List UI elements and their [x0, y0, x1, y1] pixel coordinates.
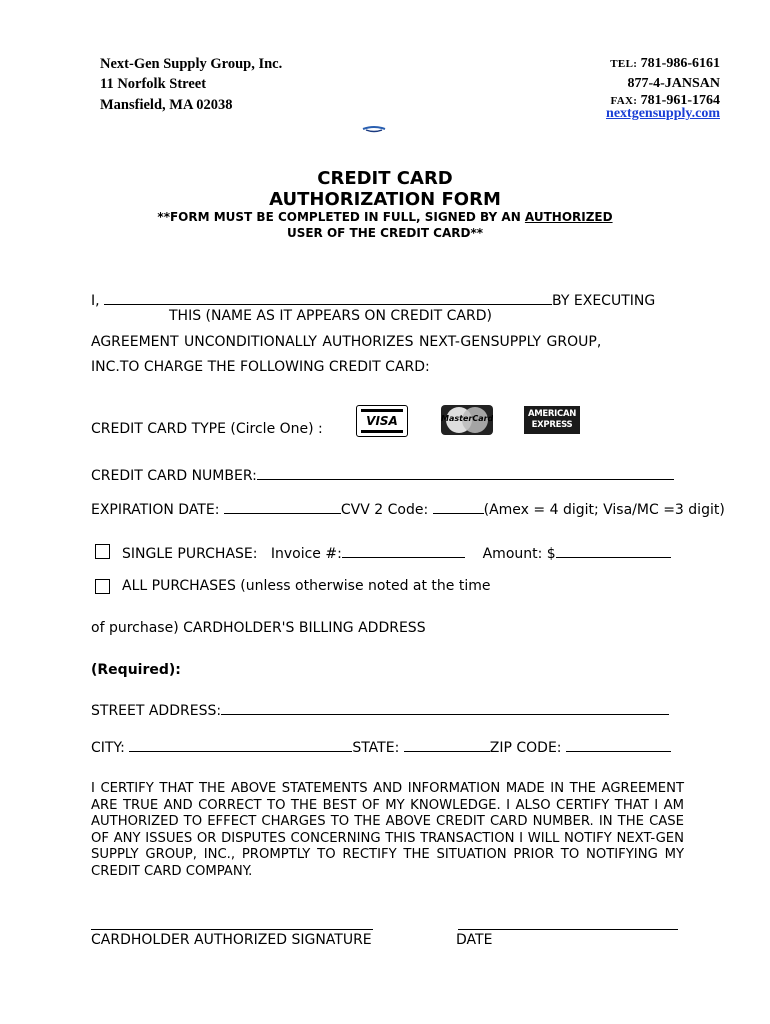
cvv-note: (Amex = 4 digit; Visa/MC =3 digit): [483, 502, 725, 518]
contact-tel: [610, 56, 720, 72]
single-purchase-checkbox[interactable]: [95, 544, 110, 559]
company-city: Mansfield, MA 02038: [100, 97, 233, 113]
notice-text: **FORM MUST BE COMPLETED IN FULL, SIGNED BY AN: [157, 210, 525, 224]
city-label: CITY:: [91, 740, 125, 756]
cvv-label: CVV 2 Code:: [340, 502, 429, 518]
notice-authorized: AUTHORIZED: [524, 210, 613, 224]
visa-logo[interactable]: [356, 405, 408, 437]
company-street: 11 Norfolk Street: [100, 76, 207, 92]
swoosh-logo-icon: [362, 124, 386, 134]
company-name: Next-Gen Supply Group, Inc.: [100, 56, 283, 72]
mastercard-logo[interactable]: [441, 405, 493, 435]
street-row: [91, 701, 669, 719]
street-field[interactable]: [221, 701, 669, 715]
visa-text: VISA: [366, 414, 398, 428]
card-number-label: CREDIT CARD NUMBER:: [91, 468, 257, 484]
billing-address-line: of purchase) CARDHOLDER'S BILLING ADDRESS: [91, 620, 426, 636]
state-field[interactable]: [404, 738, 490, 752]
form-title-line2: AUTHORIZATION FORM: [269, 189, 501, 210]
single-purchase-label: SINGLE PURCHASE:: [122, 546, 258, 562]
signature-line[interactable]: [91, 929, 373, 930]
agreement-line1: [91, 291, 655, 309]
single-purchase-row: [122, 544, 671, 562]
cvv-field[interactable]: [433, 500, 484, 514]
form-notice-line1: [0, 210, 770, 224]
card-type-label: CREDIT CARD TYPE (Circle One) :: [91, 421, 323, 437]
contact-tollfree: 877-4-JANSAN: [627, 76, 720, 91]
agreement-suffix: BY EXECUTING: [552, 293, 656, 309]
city-row: [91, 738, 671, 756]
all-purchases-checkbox[interactable]: [95, 579, 110, 594]
agreement-line3: INC.TO CHARGE THE FOLLOWING CREDIT CARD:: [91, 359, 430, 375]
certification-text: I CERTIFY THAT THE ABOVE STATEMENTS AND INFORMATION MADE IN THE AGREEMENT ARE TRUE AND CORRECT TO THE BEST OF MY KNOWLEDGE. I ALSO CERTIFY THAT I AM AUTHORIZED TO EFFECT CHARGES TO THE ABOVE CREDIT CARD NUMBER. IN THE CASE OF ANY ISSUES OR DISPUTES CONCERNING THIS TRANSACTION I WILL NOTIFY NEXT-GEN SUPPLY GROUP, INC., PROMPTLY TO RECTIFY THE SITUATION PRIOR TO NOTIFYING MY CREDIT CARD COMPANY.: [91, 781, 684, 879]
card-number-field[interactable]: [257, 466, 674, 480]
fax-number: 781-961-1764: [640, 93, 720, 108]
agreement-prefix: I,: [91, 293, 100, 309]
fax-label: FAX:: [610, 95, 638, 107]
mastercard-text: MasterCard: [441, 414, 493, 423]
city-field[interactable]: [129, 738, 352, 752]
visa-bottom-stripe: [361, 430, 403, 433]
amex-text-line1: AMERICAN: [527, 409, 577, 419]
date-label: DATE: [456, 932, 493, 948]
invoice-field[interactable]: [342, 544, 465, 558]
amount-field[interactable]: [556, 544, 671, 558]
cardholder-name-field[interactable]: [104, 291, 552, 305]
expiration-row: [91, 500, 725, 518]
amex-text-line2: EXPRESS: [531, 420, 573, 430]
invoice-label: Invoice #:: [270, 546, 342, 562]
required-label: (Required):: [91, 662, 181, 678]
form-notice-line2: USER OF THE CREDIT CARD**: [286, 226, 484, 240]
expiration-field[interactable]: [224, 500, 341, 514]
visa-top-stripe: [361, 409, 403, 412]
signature-label: CARDHOLDER AUTHORIZED SIGNATURE: [91, 932, 372, 948]
amount-label: Amount: $: [482, 546, 556, 562]
street-label: STREET ADDRESS:: [91, 703, 222, 719]
state-label: STATE:: [352, 740, 400, 756]
agreement-line2: AGREEMENT UNCONDITIONALLY AUTHORIZES NEXT-GENSUPPLY GROUP,: [91, 334, 602, 350]
tel-number: 781-986-6161: [640, 56, 720, 71]
zip-label: ZIP CODE:: [489, 740, 562, 756]
tel-label: TEL:: [610, 58, 638, 70]
date-line[interactable]: [458, 929, 678, 930]
amex-logo[interactable]: [524, 406, 580, 434]
card-number-row: [91, 466, 674, 484]
form-title-line1: CREDIT CARD: [317, 168, 453, 189]
expiration-label: EXPIRATION DATE:: [91, 502, 220, 518]
website-link[interactable]: nextgensupply.com: [606, 106, 720, 121]
zip-field[interactable]: [566, 738, 671, 752]
all-purchases-label: ALL PURCHASES (unless otherwise noted at the time: [122, 578, 491, 594]
name-hint: THIS (NAME AS IT APPEARS ON CREDIT CARD): [169, 308, 492, 324]
